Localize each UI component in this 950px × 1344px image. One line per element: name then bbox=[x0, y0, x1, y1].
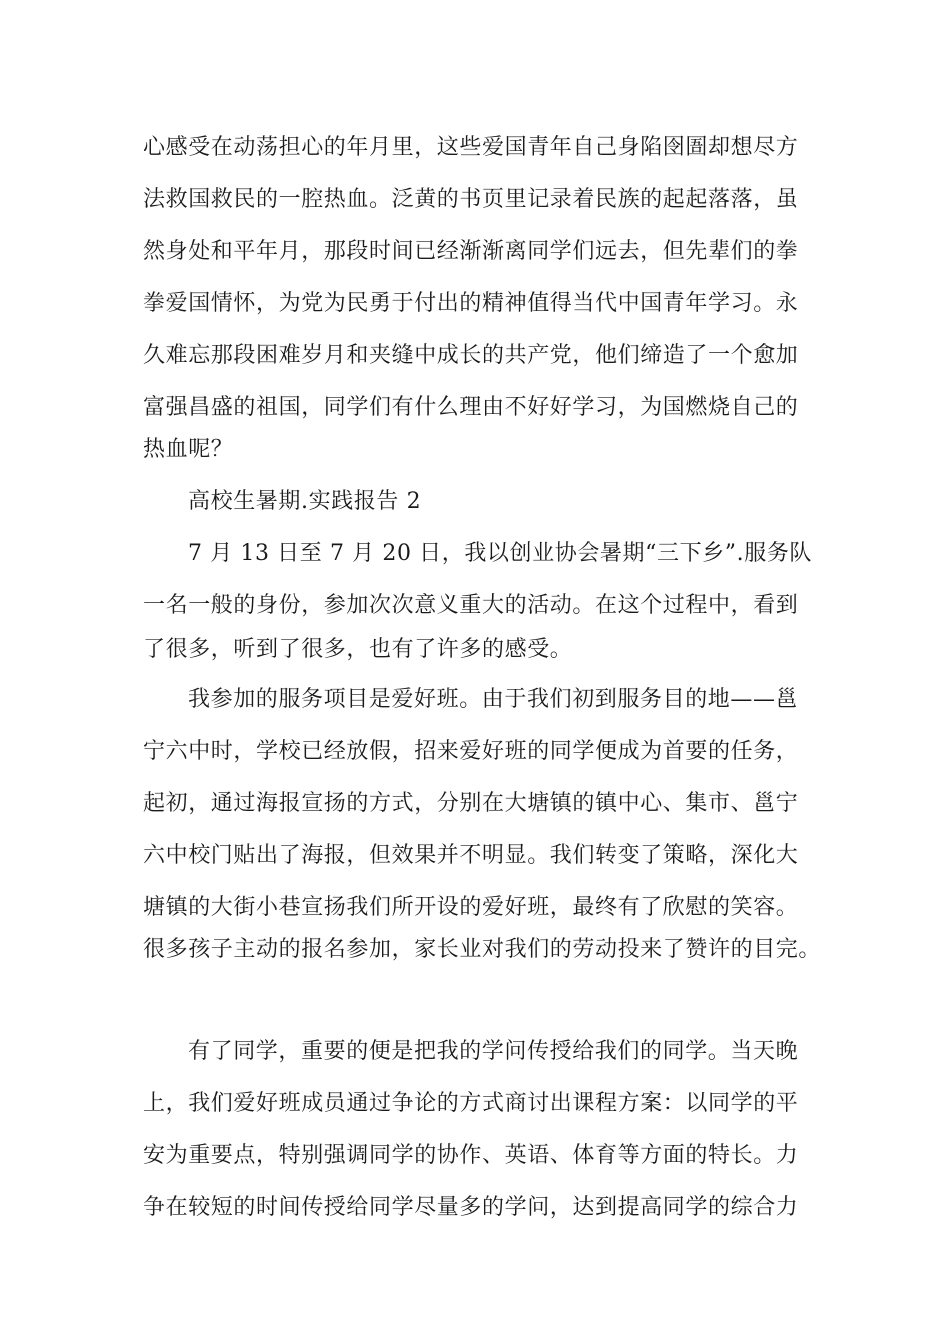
text-line: 很多孩子主动的报名参加，家长业对我们的劳动投来了赞许的目完。 bbox=[143, 937, 822, 962]
text-line: 了很多，听到了很多，也有了许多的感受。 bbox=[143, 637, 573, 662]
text-line: 久难忘那段困难岁月和夹缝中成长的共产党，他们缔造了一个愈加 bbox=[143, 343, 799, 368]
text-line: 心感受在动荡担心的年月里，这些爱国青年自己身陷囹圄却想尽方 bbox=[143, 135, 799, 160]
text-line: 上，我们爱好班成员通过争论的方式商讨出课程方案：以同学的平 bbox=[143, 1091, 799, 1116]
text-line: 法救国救民的一腔热血。泛黄的书页里记录着民族的起起落落，虽 bbox=[143, 187, 799, 212]
text-line: 起初，通过海报宣扬的方式，分别在大塘镇的镇中心、集市、邕宁 bbox=[143, 791, 799, 816]
text-line: 然身处和平年月，那段时间已经渐渐离同学们远去，但先辈们的拳 bbox=[143, 239, 799, 264]
text-line: 一名一般的身份，参加次次意义重大的活动。在这个过程中，看到 bbox=[143, 593, 799, 618]
text-line: 宁六中时，学校已经放假，招来爱好班的同学便成为首要的任务， bbox=[143, 739, 799, 764]
text-line: 我参加的服务项目是爱好班。由于我们初到服务目的地——邕 bbox=[188, 687, 799, 712]
text-line: 六中校门贴出了海报，但效果并不明显。我们转变了策略，深化大 bbox=[143, 843, 799, 868]
section-heading: 高校生暑期.实践报告 2 bbox=[188, 489, 422, 514]
text-line: 安为重要点，特别强调同学的协作、英语、体育等方面的特长。力 bbox=[143, 1143, 799, 1168]
text-line: 富强昌盛的祖国，同学们有什么理由不好好学习，为国燃烧自己的 bbox=[143, 395, 799, 420]
text-line: 热血呢？ bbox=[143, 437, 234, 462]
text-line: 拳爱国情怀，为党为民勇于付出的精神值得当代中国青年学习。永 bbox=[143, 291, 799, 316]
text-line: 7 月 13 日至 7 月 20 日，我以创业协会暑期“三下乡”.服务队 bbox=[188, 541, 813, 566]
text-line: 塘镇的大街小巷宣扬我们所开设的爱好班，最终有了欣慰的笑容。 bbox=[143, 895, 799, 920]
text-line: 争在较短的时间传授给同学尽量多的学问，达到提高同学的综合力 bbox=[143, 1195, 799, 1220]
text-line: 有了同学，重要的便是把我的学问传授给我们的同学。当天晚 bbox=[188, 1039, 799, 1064]
